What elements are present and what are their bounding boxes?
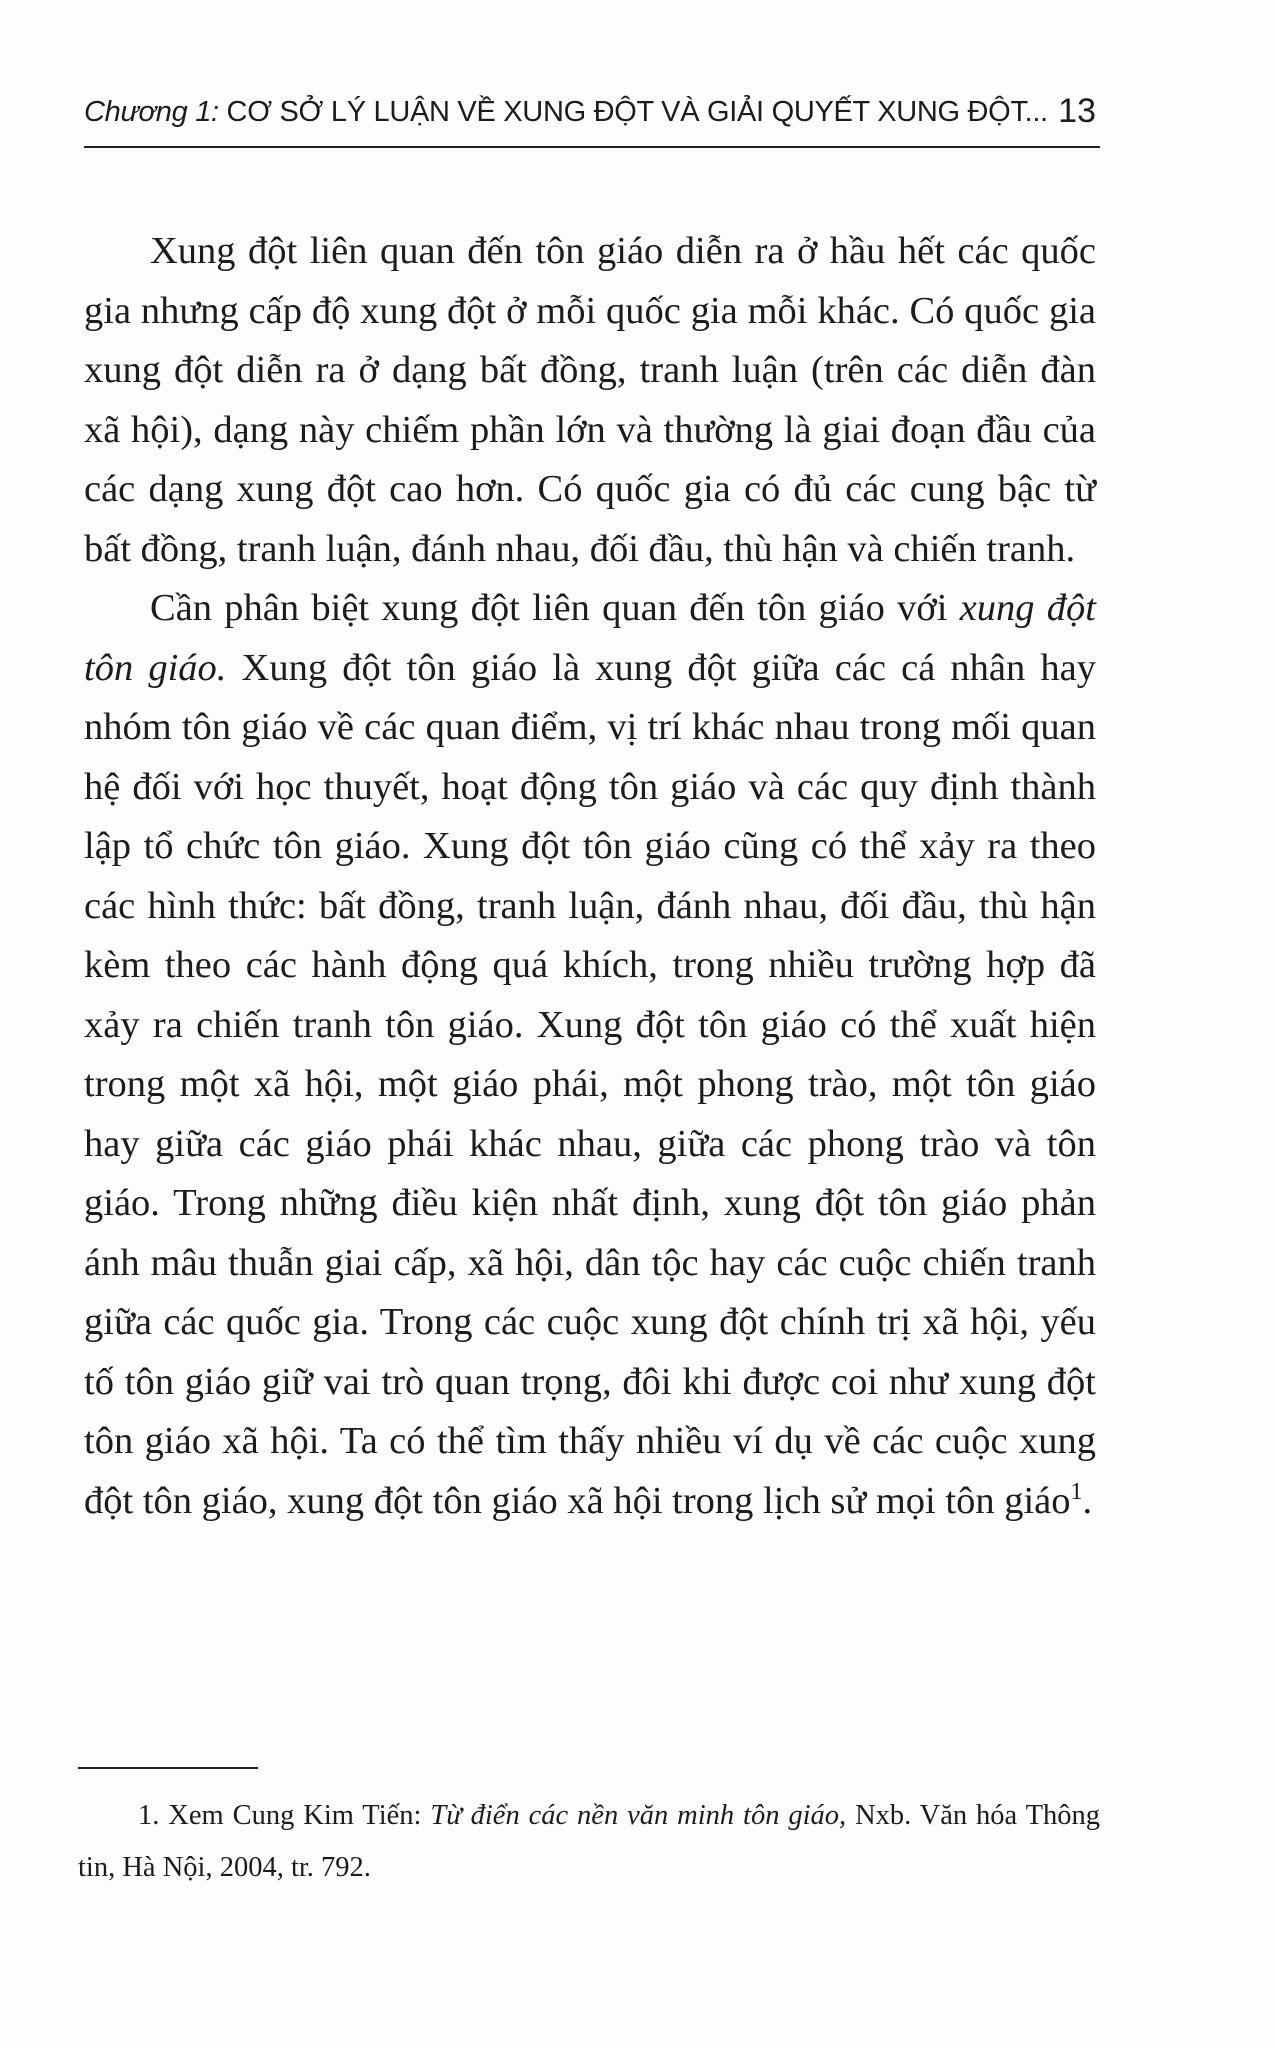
footnote-rest: Nxb. Văn hóa Thông tin, Hà Nội, 2004, tr. 792. — [78, 1800, 1100, 1883]
footnote-reference: 1 — [1070, 1478, 1083, 1505]
page-number: 13 — [1058, 92, 1096, 130]
footnote-divider — [78, 1767, 258, 1769]
chapter-title: CƠ SỞ LÝ LUẬN VỀ XUNG ĐỘT VÀ GIẢI QUYẾT XUNG ĐỘT... — [226, 96, 1048, 128]
paragraph-2-term: xung đột tôn giáo. — [84, 587, 1096, 689]
paragraph-2 — [84, 579, 1096, 1531]
paragraph-2-end: . — [1082, 1479, 1093, 1522]
footnote — [78, 1790, 1100, 1894]
footnote-book-title: Từ điển các nền văn minh tôn giáo, — [430, 1800, 847, 1831]
main-text — [84, 222, 1096, 1531]
running-header — [84, 92, 1100, 148]
paragraph-2-lead: Cần phân biệt xung đột liên quan đến tôn giáo với — [150, 587, 960, 629]
chapter-heading — [84, 96, 1048, 129]
footnote-1 — [78, 1790, 1100, 1894]
footnote-lead: 1. Xem Cung Kim Tiến: — [138, 1800, 431, 1831]
paragraph-1: Xung đột liên quan đến tôn giáo diễn ra ở hầu hết các quốc gia nhưng cấp độ xung đột ở mỗi quốc gia mỗi khác. Có quốc gia xung đột diễn ra ở dạng bất đồng, tranh luận (trên các diễn đàn xã hội), dạng này chiếm phần lớn và thường là giai đoạn đầu của các dạng xung đột cao hơn. Có quốc gia có đủ các cung bậc từ bất đồng, tranh luận, đánh nhau, đối đầu, thù hận và chiến tranh. — [84, 230, 1096, 570]
chapter-label: Chương 1: — [84, 96, 219, 128]
paragraph-2-rest: Xung đột tôn giáo là xung đột giữa các cá nhân hay nhóm tôn giáo về các quan điểm, vị trí khác nhau trong mối quan hệ đối với học thuyết, hoạt động tôn giáo và các quy định thành lập tổ chức tôn giáo. Xung đột tôn giáo cũng có thể xảy ra theo các hình thức: bất đồng, tranh luận, đánh nhau, đối đầu, thù hận kèm theo các hành động quá khích, trong nhiều trường hợp đã xảy ra chiến tranh tôn giáo. Xung đột tôn giáo có thể xuất hiện trong một xã hội, một giáo phái, một phong trào, một tôn giáo hay giữa các giáo phái khác nhau, giữa các phong trào và tôn giáo. Trong những điều kiện nhất định, xung đột tôn giáo phản ánh mâu thuẫn giai cấp, xã hội, dân tộc hay các cuộc chiến tranh giữa các quốc gia. Trong các cuộc xung đột chính trị xã hội, yếu tố tôn giáo giữ vai trò quan trọng, đôi khi được coi như xung đột tôn giáo xã hội. Ta có thể tìm thấy nhiều ví dụ về các cuộc xung đột tôn giáo, xung đột tôn giáo xã hội trong lịch sử mọi tôn giáo — [84, 646, 1096, 1522]
